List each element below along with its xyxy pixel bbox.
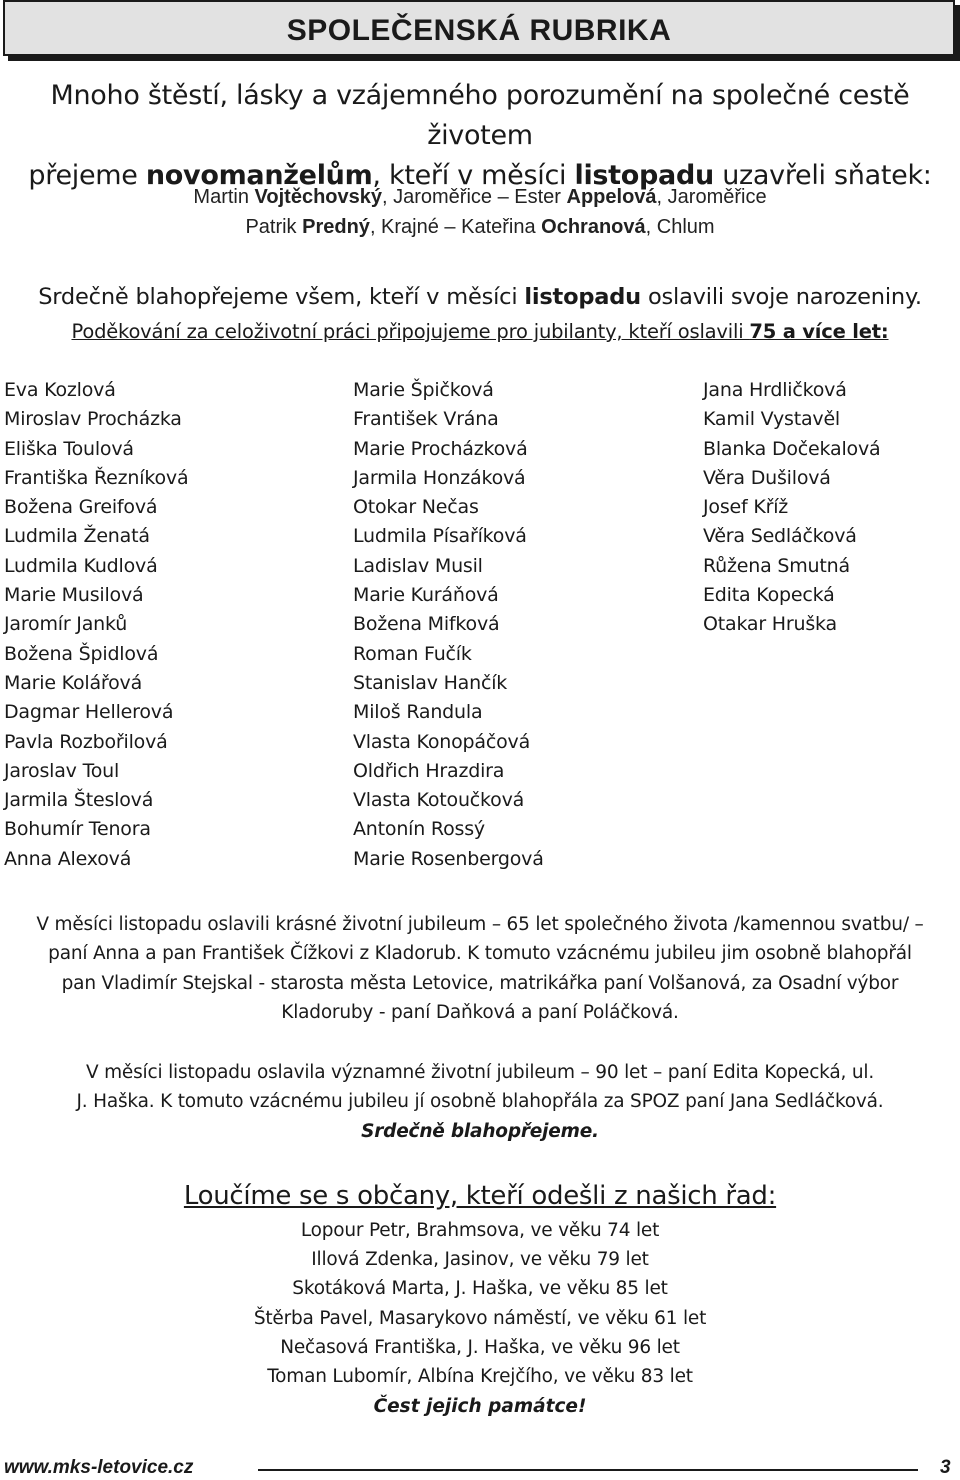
list-item: Štěrba Pavel, Masarykovo náměstí, ve věku 61 let (253, 1307, 707, 1329)
honor-text: Čest jejich památce! (373, 1396, 587, 1417)
list-item: Božena Mifková (353, 613, 500, 636)
list-item: Božena Greifová (4, 496, 158, 519)
intro-line-2: přejeme novomanželům, kteří v měsíci listopadu uzavřeli sňatek: (28, 160, 932, 191)
jubilee-paragraph (0, 1058, 960, 1146)
page-number: 3 (940, 1457, 951, 1478)
page-title: SPOLEČENSKÁ RUBRIKA (286, 14, 672, 47)
list-item: Jana Hrdličková (703, 379, 847, 401)
paragraph-line: V měsíci listopadu oslavili krásné životní jubileum – 65 let společného života /kamennou svatbu/ – (36, 914, 924, 935)
farewell-list (0, 1216, 960, 1391)
couples-list (0, 182, 960, 242)
list-item: Eliška Toulová (4, 437, 134, 460)
footer-url: www.mks-letovice.cz (4, 1457, 194, 1478)
wedding-intro (0, 76, 960, 196)
list-item: Ludmila Kudlová (4, 554, 158, 577)
list-item: Lopour Petr, Brahmsova, ve věku 74 let (300, 1220, 660, 1241)
list-item: Jarmila Šteslová (4, 789, 154, 812)
list-item: Bohumír Tenora (4, 818, 151, 841)
stone-wedding-paragraph (0, 910, 960, 1027)
list-item: Marie Musilová (4, 584, 144, 607)
list-item: Pavla Rozbořilová (4, 730, 168, 753)
list-item: Ludmila Písaříková (353, 525, 527, 548)
list-item: Věra Sedláčková (703, 525, 857, 548)
list-item: Božena Špidlová (4, 642, 159, 665)
list-item: Antonín Rossý (353, 818, 485, 841)
list-item: Marie Rosenbergová (353, 847, 544, 870)
paragraph-line: V měsíci listopadu oslavila významné životní jubileum – 90 let – paní Edita Kopecká, ul. (85, 1062, 875, 1083)
list-item: Miloš Randula (353, 701, 483, 724)
list-item: Illová Zdenka, Jasinov, ve věku 79 let (311, 1249, 649, 1271)
footer-divider (258, 1469, 918, 1471)
list-item: Jaromír Janků (4, 613, 128, 636)
paragraph-line: Kladoruby - paní Daňková a paní Poláčková. (281, 1001, 679, 1023)
congratulations-text: Srdečně blahopřejeme. (361, 1120, 599, 1142)
list-item: František Vrána (353, 408, 499, 431)
list-item: Nečasová Františka, J. Haška, ve věku 96 let (280, 1336, 680, 1358)
list-item: Blanka Dočekalová (703, 437, 881, 460)
list-item: Marie Špičková (353, 379, 494, 401)
list-item: Růžena Smutná (703, 554, 850, 577)
list-item: Otakar Hruška (703, 613, 837, 636)
list-item: Marie Procházková (353, 437, 528, 460)
jubilants-heading: Poděkování za celoživotní práci připojujeme pro jubilanty, kteří oslavili 75 a více let: (71, 320, 889, 343)
list-item: Marie Kuráňová (353, 584, 499, 607)
intro-line-1: Mnoho štěstí, lásky a vzájemného porozumění na společné cestě životem (50, 80, 910, 151)
list-item: Anna Alexová (4, 847, 132, 870)
list-item: Dagmar Hellerová (4, 701, 174, 724)
list-item: Skotáková Marta, J. Haška, ve věku 85 let (292, 1278, 668, 1300)
birthday-greeting: Srdečně blahopřejeme všem, kteří v měsíci listopadu oslavili svoje narozeniny. (38, 284, 922, 310)
jubilants-column-3 (703, 376, 880, 640)
list-item: Jaroslav Toul (4, 759, 120, 782)
list-item: Otokar Nečas (353, 496, 479, 519)
list-item: Vlasta Konopáčová (353, 730, 531, 753)
list-item: Josef Kříž (703, 496, 789, 519)
list-item: Toman Lubomír, Albína Krejčího, ve věku 83 let (267, 1366, 693, 1388)
list-item: Stanislav Hančík (353, 671, 508, 694)
farewell-heading: Loučíme se s občany, kteří odešli z našich řad: (183, 1181, 777, 1211)
jubilants-column-1 (4, 376, 188, 874)
list-item: Roman Fučík (353, 642, 472, 665)
list-item: Věra Dušilová (703, 466, 831, 489)
paragraph-line: paní Anna a pan František Čížkovi z Kladorub. K tomuto vzácnému jubileu jim osobně blahopřál (48, 943, 912, 965)
list-item: Marie Kolářová (4, 671, 143, 694)
list-item: Jarmila Honzáková (353, 466, 526, 489)
list-item: Ladislav Musil (353, 554, 483, 577)
section-header (3, 0, 955, 56)
paragraph-line: pan Vladimír Stejskal - starosta města Letovice, matrikářka paní Volšanová, za Osadní výbor (61, 972, 899, 994)
list-item: Miroslav Procházka (4, 408, 182, 431)
list-item: Edita Kopecká (703, 584, 835, 607)
list-item: Eva Kozlová (4, 379, 116, 401)
list-item: Františka Řezníková (4, 466, 189, 489)
paragraph-line: J. Haška. K tomuto vzácnému jubileu jí osobně blahopřála za SPOZ paní Jana Sedláčková. (76, 1091, 884, 1113)
list-item: Oldřich Hrazdira (353, 759, 505, 782)
couple-item: Martin Vojtěchovský, Jaroměřice – Ester Appelová, Jaroměřice (193, 186, 767, 208)
couple-item: Patrik Predný, Krajné – Kateřina Ochranová, Chlum (245, 216, 715, 238)
list-item: Vlasta Kotoučková (353, 789, 525, 812)
list-item: Ludmila Ženatá (4, 525, 150, 548)
jubilants-column-2 (353, 376, 544, 874)
list-item: Kamil Vystavěl (703, 408, 841, 431)
